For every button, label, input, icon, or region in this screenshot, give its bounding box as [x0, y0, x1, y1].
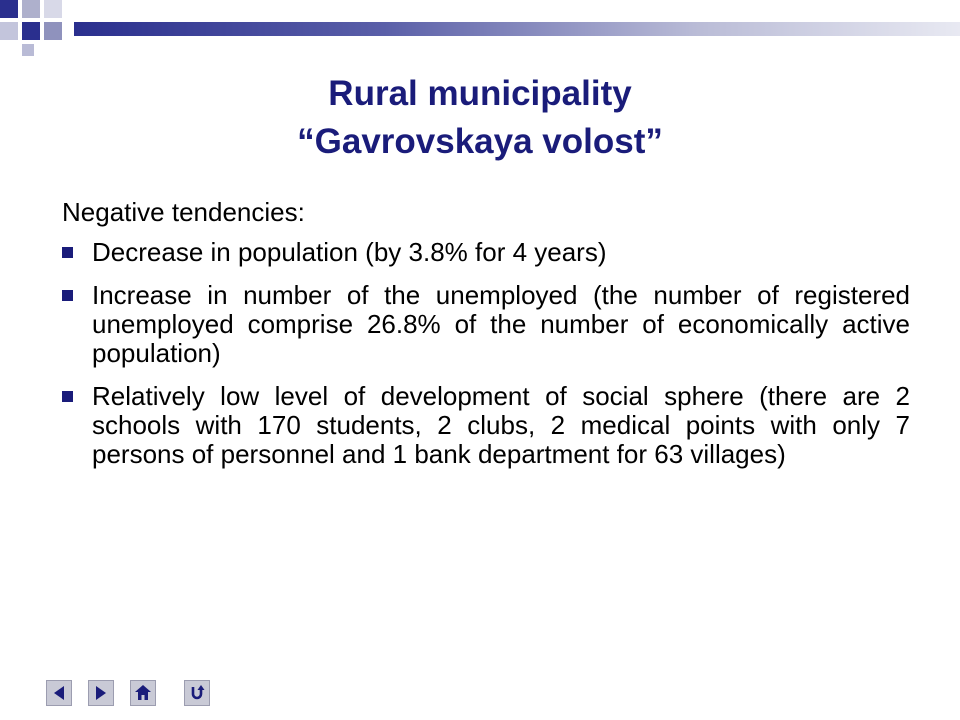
intro-text: Negative tendencies: [62, 197, 305, 227]
previous-slide-icon [47, 681, 71, 705]
header-gradient-bar [74, 22, 960, 36]
bullet-text: Relatively low level of development of social sphere (there are 2 schools with 170 students, 2 clubs, 2 medical points with only 7 persons of personnel and 1 bank department for 63 villages) [92, 381, 910, 469]
square-bullet-icon [62, 290, 73, 301]
decor-square [22, 22, 40, 40]
home-icon [131, 681, 155, 705]
square-bullet-icon [62, 391, 73, 402]
slide-body [62, 194, 910, 483]
header-decoration [0, 0, 960, 56]
decor-square [44, 22, 62, 40]
list-item [62, 238, 910, 267]
title-line-1: Rural municipality [328, 74, 632, 113]
square-bullet-icon [62, 247, 73, 258]
slide-title [0, 70, 960, 166]
title-line-2: “Gavrovskaya volost” [297, 122, 663, 161]
decor-square [0, 22, 18, 40]
next-slide-button[interactable] [88, 680, 114, 706]
list-item [62, 281, 910, 368]
decor-square [22, 0, 40, 18]
bullet-text: Increase in number of the unemployed (the number of registered unemployed comprise 26.8% of the number of economically active population) [92, 280, 910, 368]
home-button[interactable] [130, 680, 156, 706]
bullet-list [62, 238, 910, 469]
decor-square [0, 0, 18, 18]
list-item [62, 382, 910, 469]
return-button[interactable] [184, 680, 210, 706]
decor-square [22, 44, 34, 56]
decor-square [44, 0, 62, 18]
next-slide-icon [89, 681, 113, 705]
previous-slide-button[interactable] [46, 680, 72, 706]
bullet-text: Decrease in population (by 3.8% for 4 years) [92, 237, 607, 267]
return-icon [185, 681, 209, 705]
